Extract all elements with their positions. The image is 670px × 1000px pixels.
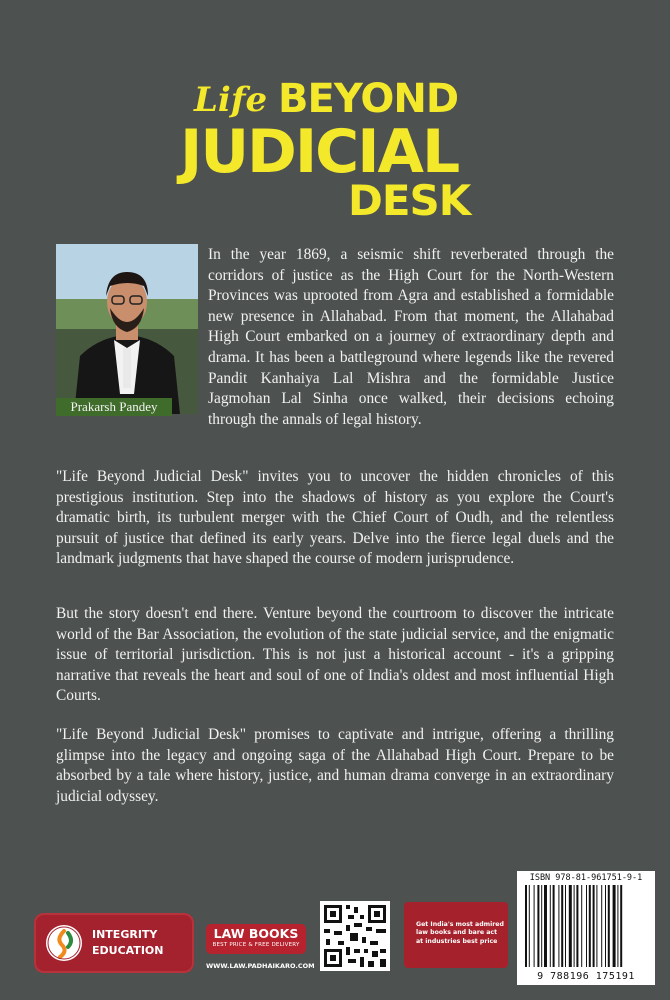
barcode-bar (601, 885, 602, 967)
paragraph-4: "Life Beyond Judicial Desk" promises to captivate and intrigue, offering a thrilling glimpse into the legacy and ongoing saga of the Allahabad High Court. Prepare to be absorbed by a tale where history, justice, and human drama converge in an extraordinary judicial odyssey. (56, 726, 614, 805)
paragraph-2: "Life Beyond Judicial Desk" invites you to uncover the hidden chronicles of this prestigious institution. Step into the shadows of history as you explore the Court's dramatic birth, its turbulent merger with the Chief Court of Oudh, and the relentless pursuit of justice that defined its early years. Delve into the fierce legal duels and the landmark judgments that have shaped the course of modern jurisprudence. (56, 468, 614, 568)
law-books-title: LAW BOOKS (213, 926, 299, 941)
barcode-bar (529, 885, 530, 967)
barcode-bar (565, 885, 566, 967)
law-books-url: WWW.LAW.PADHAIKARO.COM (206, 962, 315, 970)
barcode-bar (561, 885, 563, 967)
barcode-bar (537, 885, 539, 967)
barcode-bar (558, 885, 559, 967)
barcode-bar (576, 885, 578, 967)
barcode-bar (541, 885, 542, 967)
barcode-bar (569, 885, 572, 967)
title-life: Life (194, 80, 268, 120)
author-photo (56, 244, 198, 414)
barcode-bar (589, 885, 591, 967)
barcode-bar (581, 885, 582, 967)
barcode-bar (593, 885, 595, 967)
qr-code-icon (320, 901, 390, 971)
paragraph-1: In the year 1869, a seismic shift reverberated through the corridors of justice as the High Court for the North-Western Provinces was uprooted from Agra and established a formidable new presence in Allahabad. From that moment, the Allahabad High Court embarked on a journey of extraordinary depth and drama. It has been a battleground where legends like the revered Pandit Kanhaiya Lal Mishra and the formidable Justice Jagmohan Lal Sinha once walked, their decisions echoing through the annals of legal history. (208, 246, 614, 428)
barcode-bar (605, 885, 606, 967)
book-title (180, 72, 480, 225)
promo-text: Get India's most admired law books and bare act at industries best price (416, 921, 504, 945)
title-judicial: JUDICIAL (180, 117, 459, 187)
promo-badge (404, 902, 508, 968)
integrity-line-1: INTEGRITY (92, 928, 158, 941)
barcode-number: 9 788196 175191 (537, 971, 635, 982)
title-desk: DESK (348, 176, 471, 225)
title-beyond: BEYOND (278, 76, 459, 122)
barcode-bar (525, 885, 527, 967)
integrity-line-2: EDUCATION (92, 944, 164, 957)
law-books-tagline: BEST PRICE & FREE DELIVERY (212, 942, 300, 948)
barcode-bars (517, 871, 655, 985)
barcode-bar (620, 885, 622, 967)
paragraph-3: But the story doesn't end there. Venture beyond the courtroom to discover the intricate world of the Bar Association, the evolution of the state judicial service, and the enigmatic issue of territorial jurisdiction. This is not just a historical account - it's a gripping narrative that reveals the heart and soul of one of India's oldest and most influential High Courts. (56, 605, 614, 705)
law-books-logo (206, 924, 306, 954)
barcode-bar (574, 885, 575, 967)
barcode-bar (596, 885, 597, 967)
author-caption: Prakarsh Pandey (56, 398, 172, 416)
barcode-bar (550, 885, 551, 967)
barcode-bar (534, 885, 535, 967)
barcode-bar (608, 885, 610, 967)
barcode-bar (617, 885, 618, 967)
barcode-bar (553, 885, 555, 967)
isbn-label: ISBN 978-81-961751-9-1 (529, 873, 643, 883)
barcode-bar (544, 885, 547, 967)
integrity-education-logo (34, 913, 194, 973)
barcode-bar (613, 885, 616, 967)
isbn-barcode (517, 871, 655, 985)
integrity-emblem-icon (46, 925, 82, 961)
barcode-bar (586, 885, 587, 967)
